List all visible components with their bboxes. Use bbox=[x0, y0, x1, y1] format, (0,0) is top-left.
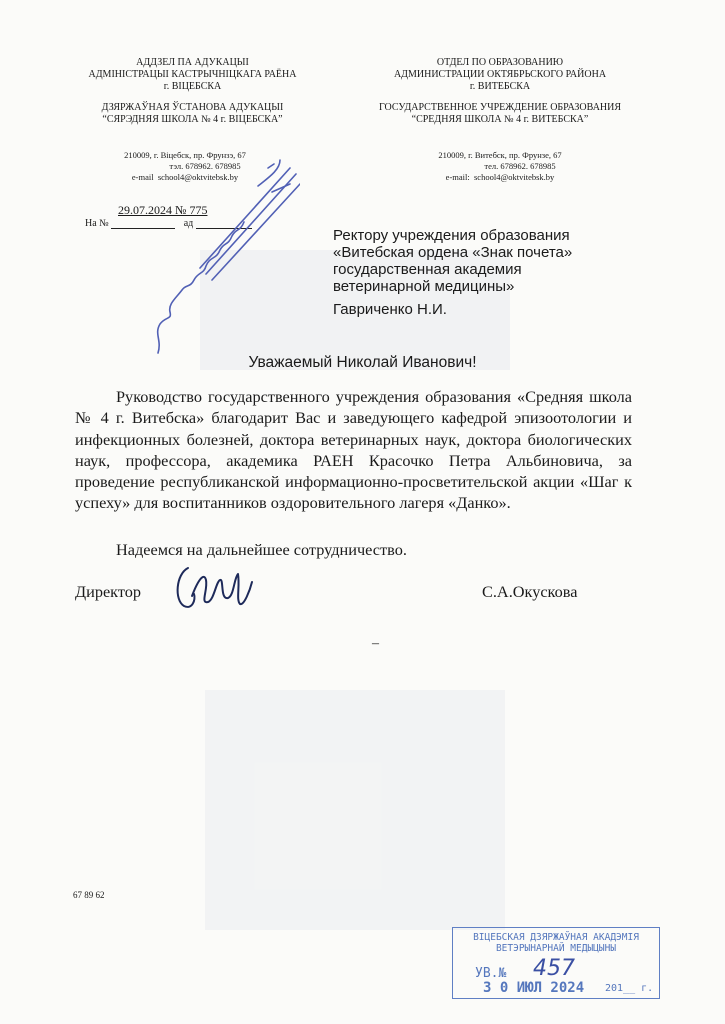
header-right-email-row bbox=[385, 172, 615, 183]
header-left-line: АДМІНІСТРАЦЫІ КАСТРЫЧНІЦКАГА РАЁНА bbox=[88, 69, 297, 80]
header-right-line: “СРЕДНЯЯ ШКОЛА № 4 г. ВИТЕБСКА” bbox=[411, 114, 589, 125]
header-left-phone: тэл. 678962. 678985 bbox=[169, 161, 241, 171]
outgoing-date-number: 29.07.2024 № 775 bbox=[118, 203, 208, 217]
header-right-email: school4@oktvitebsk.by bbox=[474, 172, 555, 182]
header-right-street: 210009, г. Витебск, пр. Фрунзе, 67 bbox=[438, 150, 562, 160]
header-right-address bbox=[385, 150, 615, 183]
incoming-stamp bbox=[452, 927, 660, 999]
signatory-title: Директор bbox=[75, 582, 142, 601]
closing-line: Надеемся на дальнейшее сотрудничество. bbox=[116, 540, 407, 559]
separator-dash: – bbox=[372, 636, 379, 651]
addressee-line: «Витебская ордена «Знак почета» bbox=[333, 244, 573, 261]
stamp-uv-label: УВ.№ bbox=[475, 966, 507, 981]
header-right-phone: тел. 678962. 678985 bbox=[484, 161, 556, 171]
header-left-email: school4@oktvitebsk.by bbox=[157, 172, 239, 182]
signatory-name: С.А.Окускова bbox=[482, 582, 578, 601]
stamp-year-suffix: 201__ г. bbox=[605, 983, 654, 994]
header-right-email-label: e-mail: bbox=[445, 172, 470, 182]
header-left-email-label: e-mail bbox=[131, 172, 154, 182]
header-right-line: г. ВИТЕБСКА bbox=[469, 81, 531, 92]
addressee-block bbox=[333, 227, 572, 318]
header-right-line: ОТДЕЛ ПО ОБРАЗОВАНИЮ bbox=[436, 57, 564, 68]
header-left-street: 210009, г. Віцебск, пр. Фрунзэ, 67 bbox=[124, 150, 246, 160]
letter-body: Руководство государственного учреждения образования «Средняя школа № 4 г. Витебска» благодарит Вас и заведующего кафедрой эпизоотологии и инфекционных болезней, доктора ветеринарных наук, доктора биологических наук, профессора, академика РАЕН Красочко Петра Альбиновича, за проведение республиканской информационно-просветительской акции «Шаг к успеху» для воспитанников оздоровительного лагеря «Данко». bbox=[75, 387, 632, 513]
na-label: На № bbox=[85, 218, 109, 229]
stamp-line1: ВІЦЕБСКАЯ ДЗЯРЖАЎНАЯ АКАДЭМІЯ bbox=[473, 932, 639, 943]
addressee-name: Гавриченко Н.И. bbox=[333, 301, 447, 318]
handwritten-resolution bbox=[140, 148, 300, 363]
salutation: Уважаемый Николай Иванович! bbox=[248, 354, 477, 371]
header-left-line: АДДЗЕЛ ПА АДУКАЦЫІ bbox=[136, 57, 249, 68]
addressee-line: ветеринарной медицины» bbox=[333, 278, 515, 295]
header-left-line: “СЯРЭДНЯЯ ШКОЛА № 4 г. ВІЦЕБСКА” bbox=[102, 114, 283, 125]
bleed-through-shadow-bottom bbox=[205, 690, 505, 930]
header-right bbox=[350, 57, 650, 126]
addressee-line: Ректору учреждения образования bbox=[333, 227, 570, 244]
header-left bbox=[45, 57, 340, 126]
handwritten-signature bbox=[170, 560, 255, 615]
stamp-date: 3 0 ИЮЛ 2024 bbox=[483, 980, 585, 996]
stamp-number: 457 bbox=[533, 956, 575, 981]
header-right-line: ГОСУДАРСТВЕННОЕ УЧРЕЖДЕНИЕ ОБРАЗОВАНИЯ bbox=[378, 102, 622, 113]
addressee-line: государственная академия bbox=[333, 261, 522, 278]
header-left-line: ДЗЯРЖАЎНАЯ ЎСТАНОВА АДУКАЦЫІ bbox=[101, 102, 284, 113]
header-right-line: АДМИНИСТРАЦИИ ОКТЯБРЬСКОГО РАЙОНА bbox=[393, 69, 607, 80]
header-left-line: г. ВІЦЕБСКА bbox=[163, 81, 222, 92]
footer-phone: 67 89 62 bbox=[73, 890, 105, 900]
ad-label: ад bbox=[183, 218, 194, 229]
stamp-line2: ВЕТЭРЫНАРНАЙ МЕДЫЦЫНЫ bbox=[495, 943, 617, 954]
